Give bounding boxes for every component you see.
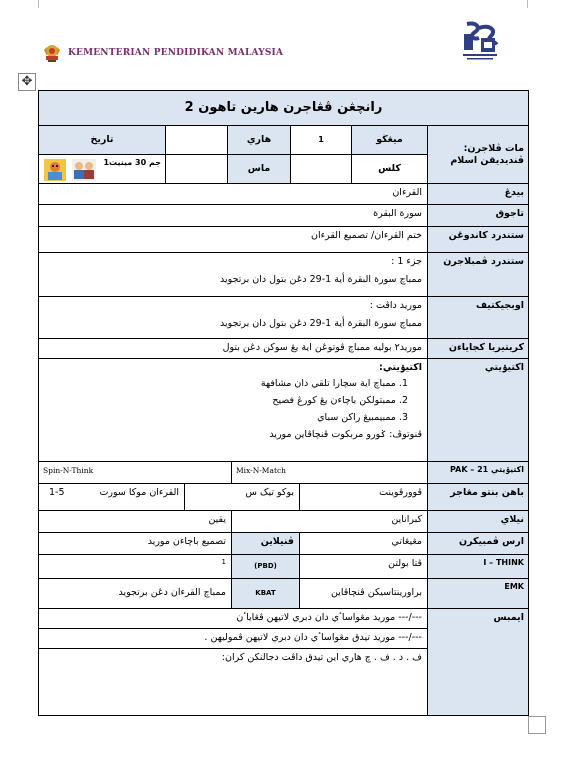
ministry-name: KEMENTERIAN PENDIDIKAN MALAYSIA	[68, 48, 284, 58]
success-criteria-value: موريد٢ بوليه ممباچ ڤوتوڠن اية يڠ سوکن دڠن بتول	[39, 339, 428, 359]
teaching-aid-item: القرءان موکا سورت	[99, 487, 179, 498]
pbd-label: (PBD)	[232, 555, 300, 579]
reflection-line: ---/--- موريد تيدق مڠواساٴي دان دبري لاتيهن ڤموليهن .	[39, 629, 428, 649]
activity-item: 2. ممبتولکن باچاءن يڠ کورڠ فصيح	[272, 394, 408, 406]
ithink-label: I – THINK	[428, 555, 528, 579]
closing-activity: ڤنوتوڤ: ݢورو مربکوت ڤنچاڤاين موريد	[269, 428, 422, 440]
bidang-value: القرءان	[39, 184, 428, 205]
activity-item: 3. ممبيمبيڠ راکن سباي	[317, 411, 408, 423]
day-label: هاري	[228, 126, 291, 155]
time-label: ماس	[228, 155, 291, 184]
emk-label: EMK	[428, 579, 528, 609]
activity-label: اکتيۏيتي	[428, 359, 528, 462]
activity-heading: اکتيۏيتي:	[379, 362, 422, 373]
kbat-value: ممباچ القرءان دڠن برتجويد	[39, 579, 232, 609]
teaching-aid-range: 1-5	[49, 487, 65, 498]
teaching-aids-label: باهن بنتو مڠاجر	[428, 484, 528, 511]
school-logo-icon	[459, 20, 501, 64]
students-illustration-icon	[71, 158, 97, 182]
objective-line: موريد داڤت :	[369, 300, 422, 311]
emk-value: براورينتاسيکن ڤنچاڤاين	[300, 579, 428, 609]
standard-content-label: ستندرد کاندوڠن	[428, 227, 528, 253]
reflection-line: ف . د . ف . چ هاري اين تيدق داڤت دجالنکن کران:	[39, 649, 428, 715]
week-value: 1	[291, 126, 352, 155]
pak21-value: Mix-N-Match	[232, 462, 428, 484]
reflection-label: ايمبس	[428, 609, 528, 715]
page-margin-mark	[527, 0, 528, 8]
success-criteria-label: کريتيريا کجاياءن	[428, 339, 528, 359]
standard-learning-line: جزء 1 :	[391, 256, 422, 267]
objective-line: ممباچ سورة البقرة أية 1-29 دڠن بتول دان برتجويد	[220, 317, 422, 329]
teaching-aid-item: بوکو تيک س	[185, 484, 300, 511]
objective-label: اوبجيکتيف	[428, 297, 528, 339]
standard-learning-cell	[39, 253, 428, 297]
table-resize-handle[interactable]	[528, 716, 546, 734]
standard-learning-label: ستندرد ڤمبلاجرن	[428, 253, 528, 297]
duration-value: 1جم 30 مينيت	[103, 158, 161, 167]
day-value	[166, 126, 228, 155]
date-label: تاريخ	[39, 126, 166, 155]
pbd-value: 1	[39, 555, 232, 579]
class-label: کلس	[352, 155, 428, 184]
duration-cell	[39, 155, 166, 184]
objective-cell	[39, 297, 428, 339]
cartoon-illustration-icon	[43, 158, 67, 182]
bidang-label: بيدڠ	[428, 184, 528, 205]
kbat-label: KBAT	[232, 579, 300, 609]
time-value	[166, 155, 228, 184]
pak21-label: اکتيۏيتي PAK – 21	[428, 462, 528, 484]
values-label: نيلاي	[428, 511, 528, 533]
tajuk-label: تاجوق	[428, 205, 528, 227]
assessment-value: تصميع باچاءن موريد	[39, 533, 232, 555]
activity-item: 1. ممباچ اية سچارا تلقي دان مشافهة	[260, 377, 408, 389]
table-move-handle-icon[interactable]: ✥	[18, 73, 36, 91]
reflection-line: ---/--- موريد مڠواساٴي دان دبري لاتيهن ڤڠاياٴن	[39, 609, 428, 629]
pak21-value: Spin-N-Think	[39, 462, 232, 484]
thinking-skill-item: مڠيڠاتي	[300, 533, 428, 555]
thinking-skills-label: ارس ڤمبيکرن	[428, 533, 528, 555]
assessment-label: ڤنيلاين	[232, 533, 300, 555]
page-title: رانچڠن ڤڠاجرن هارين تاهون 2	[39, 91, 528, 126]
standard-content-value: ختم القرءان/ تصميع القرءان	[39, 227, 428, 253]
tajuk-value: سورة البقرة	[39, 205, 428, 227]
ministry-crest-icon	[42, 42, 62, 64]
lesson-plan-table	[38, 90, 529, 716]
value-item: يقين	[39, 511, 232, 533]
page-margin-mark	[38, 0, 39, 8]
standard-learning-line: ممباچ سورة البقرة أية 1-29 دڠن بتول دان برتجويد	[220, 273, 422, 285]
value-item: کبراناين	[232, 511, 428, 533]
subject-label: مات ڤلاجرن: ڤنديديقن اسلام	[428, 126, 528, 184]
teaching-aid-item: ڤوورڤوينت	[300, 484, 428, 511]
teaching-aid-cell	[39, 484, 185, 511]
class-value	[291, 155, 352, 184]
ministry-header	[42, 42, 283, 64]
ithink-value: ڤتا بولتن	[300, 555, 428, 579]
week-label: ميڠڬو	[352, 126, 428, 155]
activity-cell	[39, 359, 428, 462]
